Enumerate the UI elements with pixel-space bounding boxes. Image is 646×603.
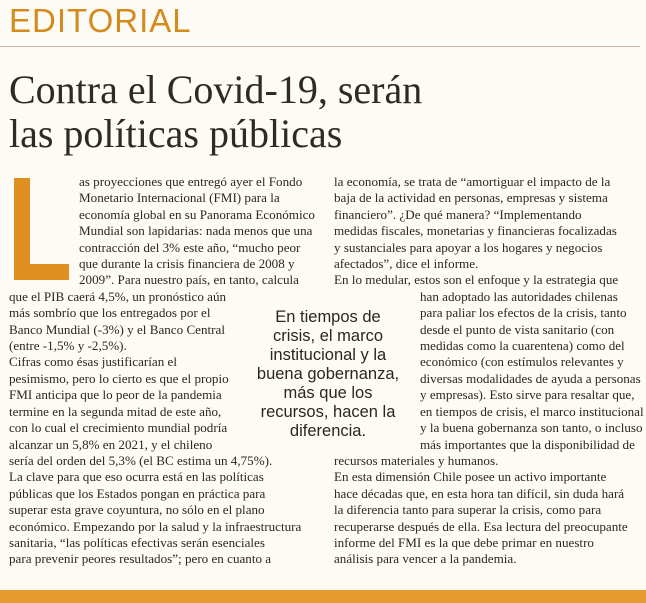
text-line: Cifras como ésas justificarían el <box>9 354 177 370</box>
text-line: informe del FMI es la que debe primar en nuestro <box>334 534 594 550</box>
text-line: medidas fiscales, monetarias y financieras focalizadas <box>334 223 617 239</box>
text-line: pesimismo, pero lo cierto es que el propio <box>9 370 229 386</box>
text-line: desde el punto de vista sanitario (con <box>420 321 615 337</box>
text-line: financiero”. ¿De qué manera? “Implementando <box>334 206 582 222</box>
text-line: 2009”. Para nuestro país, en tanto, calcula <box>79 272 299 288</box>
text-line: contracción del 3% este año, “mucho peor <box>79 239 301 255</box>
text-line: sanitaria, “las políticas efectivas serán esenciales <box>9 534 265 550</box>
text-line: FMI anticipa que lo peor de la pandemia <box>9 387 222 403</box>
text-line: La clave para que eso ocurra está en las políticas <box>9 469 264 485</box>
text-line: análisis para vencer a la pandemia. <box>334 551 517 567</box>
text-line: con lo cual el crecimiento mundial podría <box>9 420 228 436</box>
text-line: más sombrío que los entregados por el <box>9 305 211 321</box>
text-line: públicas que los Estados pongan en práctica para <box>9 485 266 501</box>
text-line: Mundial son lapidarias: nada menos que una <box>79 223 313 239</box>
text-line: y la buena gobernanza son tanto, o incluso <box>420 420 643 436</box>
text-line: alcanzar un 5,8% en 2021, y el chileno <box>9 436 213 452</box>
text-line: En esta dimensión Chile posee un activo importante <box>334 469 607 485</box>
pull-quote-line: crisis, el marco <box>272 327 383 345</box>
text-line: y empresas). Esto sirve para resaltar que, <box>420 387 635 403</box>
pull-quote-line: más que los <box>283 384 373 402</box>
text-line: afectados”, dice el informe. <box>334 256 479 272</box>
text-line: diversas modalidades de ayuda a personas <box>420 370 641 386</box>
text-line: hace décadas que, en esta hora tan difícil, sin duda hará <box>334 485 625 501</box>
text-line: economía global en su Panorama Económico <box>79 206 315 222</box>
text-line: que el PIB caerá 4,5%, un pronóstico aún <box>9 288 227 304</box>
text-line: (entre -1,5% y -2,5%). <box>9 338 127 354</box>
text-line: en tiempos de crisis, el marco institucional <box>420 403 644 419</box>
text-line: Banco Mundial (-3%) y el Banco Central <box>9 321 225 337</box>
right-column <box>334 174 644 568</box>
text-line: la diferencia tanto para superar la crisis, como para <box>334 502 602 518</box>
pull-quote-line: En tiempos de <box>275 308 381 326</box>
headline-line-1: Contra el Covid-19, serán <box>9 67 423 112</box>
text-line: recursos materiales y humanos. <box>334 452 499 468</box>
text-line: medidas como la cuarentena) como del <box>420 338 625 354</box>
text-line: económico (con estímulos relevantes y <box>420 354 624 370</box>
section-label: EDITORIAL <box>9 2 192 39</box>
text-line: sería del orden del 5,3% (el BC estima un 4,75%). <box>9 452 273 468</box>
text-line: termine en la segunda mitad de este año, <box>9 403 222 419</box>
text-line: para paliar los efectos de la crisis, tanto <box>420 305 627 321</box>
text-line: económico. Empezando por la salud y la infraestructura <box>9 518 302 534</box>
text-line: que durante la crisis financiera de 2008 y <box>79 256 295 272</box>
bottom-accent-bar <box>0 590 646 603</box>
headline <box>9 68 629 156</box>
pull-quote-line: diferencia. <box>289 422 367 440</box>
text-line: as proyecciones que entregó ayer el Fondo <box>79 174 303 189</box>
text-line: Monetario Internacional (FMI) para la <box>79 190 280 206</box>
text-line: y sustanciales para apoyar a los hogares y negocios <box>334 239 603 255</box>
text-line: más importantes que la disponibilidad de <box>420 436 635 452</box>
text-line: han adoptado las autoridades chilenas <box>420 288 618 304</box>
pull-quote-line: recursos, hacen la <box>260 403 396 421</box>
text-line: recuperarse después de ella. Esa lectura del preocupante <box>334 518 628 534</box>
text-line: En lo medular, estos son el enfoque y la estrategia que <box>334 272 619 288</box>
text-line: para prevenir peores resultados”; pero en cuanto a <box>9 551 272 567</box>
pull-quote-line: buena gobernanza, <box>256 365 400 383</box>
text-line: baja de la actividad en personas, empresas y sistema <box>334 190 608 206</box>
text-line: la economía, se trata de “amortiguar el impacto de la <box>334 174 611 189</box>
text-line: superar esta grave coyuntura, no sólo en el plano <box>9 502 265 518</box>
pull-quote-line: institucional y la <box>269 346 387 364</box>
top-divider <box>0 46 640 47</box>
headline-line-2: las políticas públicas <box>9 111 343 156</box>
